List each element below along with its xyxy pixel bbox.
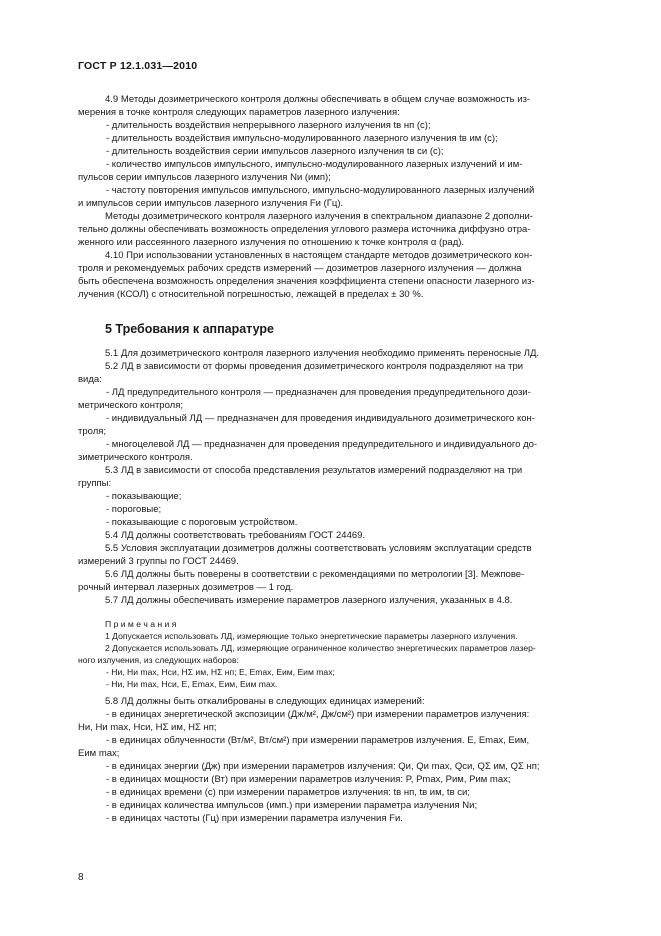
- note-line: 2 Допускается использовать ЛД, измеряющие ограниченное количество энергетических параметров лазер-: [105, 643, 536, 653]
- text-line: - длительность воздействия серии импульсов лазерного излучения tв си (с);: [106, 146, 444, 157]
- text-line: 4.9 Методы дозиметрического контроля должны обеспечивать в общем случае возможность из-: [105, 94, 531, 105]
- text-line: - ЛД предупредительного контроля — предназначен для проведения предупредительного дози-: [106, 387, 531, 398]
- note-line: - Hи, Hи max, Hси, E, Emax, Eим, Eим max.: [106, 679, 278, 689]
- note-line: ного излучения, из следующих наборов:: [78, 655, 239, 665]
- document-header: ГОСТ Р 12.1.031—2010: [78, 60, 198, 72]
- text-line: - в единицах частоты (Гц) при измерении параметра излучения Fи.: [106, 813, 403, 824]
- text-line: - показывающие;: [106, 491, 182, 502]
- note-line: - Hи, Hи max, Hси, HΣ им, HΣ нп; E, Emax, Eим, Eим max;: [106, 667, 335, 677]
- text-line: троля;: [78, 426, 107, 437]
- text-line: женного или рассеянного лазерного излучения по отношению к точке контроля α (рад).: [78, 237, 465, 248]
- text-line: 5.7 ЛД должны обеспечивать измерение параметров лазерного излучения, указанных в 4.8.: [105, 595, 513, 606]
- text-line: 5.4 ЛД должны соответствовать требованиям ГОСТ 24469.: [105, 530, 366, 541]
- text-line: измерений 3 группы по ГОСТ 24469.: [78, 556, 239, 567]
- text-line: - в единицах времени (с) при измерении параметров излучения: tв нп, tв им, tв си;: [106, 787, 470, 798]
- text-line: 5.1 Для дозиметрического контроля лазерного излучения необходимо применять переносные ЛД.: [105, 348, 540, 359]
- text-line: - длительность воздействия непрерывного лазерного излучения tв нп (с);: [106, 120, 431, 131]
- text-line: 5.2 ЛД в зависимости от формы проведения дозиметрического контроля подразделяют на три: [105, 361, 524, 372]
- text-line: метрического контроля;: [78, 400, 183, 411]
- text-line: - пороговые;: [106, 504, 162, 515]
- text-line: 5.3 ЛД в зависимости от способа представления результатов измерений подразделяют на три: [105, 465, 523, 476]
- text-line: 5.6 ЛД должны быть поверены в соответствии с рекомендациями по метрологии [3]. Межпове-: [105, 569, 525, 580]
- text-line: лучения (КСОЛ) с относительной погрешностью, лежащей в пределах ± 30 %.: [78, 289, 424, 300]
- text-line: - длительность воздействия импульсно-модулированного лазерного излучения tв им (с);: [106, 133, 498, 144]
- text-line: Eим max;: [78, 748, 120, 759]
- text-line: - в единицах мощности (Вт) при измерении параметров излучения: P, Pmax, Pим, Pим max;: [106, 774, 511, 785]
- text-line: рочный интервал лазерных дозиметров — 1 год.: [78, 582, 294, 593]
- text-line: группы:: [78, 478, 112, 489]
- text-line: троля и рекомендуемых рабочих средств измерений — дозиметров лазерного излучения — должна: [78, 263, 522, 274]
- text-line: и импульсов серии импульсов лазерного излучения Fи (Гц).: [78, 198, 344, 209]
- text-line: - частоту повторения импульсов импульсного, импульсно-модулированного лазерных излучений: [106, 185, 535, 196]
- text-line: - количество импульсов импульсного, импульсно-модулированного лазерных излучений и им-: [106, 159, 523, 170]
- notes-heading: П р и м е ч а н и я: [105, 619, 177, 629]
- page-number: 8: [78, 872, 84, 883]
- text-line: - в единицах энергетической экспозиции (Дж/м², Дж/см²) при измерении параметров излучения:: [106, 709, 530, 720]
- text-line: Hи, Hи max, Hси, HΣ им, HΣ нп;: [78, 722, 217, 733]
- text-line: 5.5 Условия эксплуатации дозиметров должны соответствовать условиям эксплуатации средств: [105, 543, 532, 554]
- note-line: 1 Допускается использовать ЛД, измеряющие только энергетические параметры лазерного излучения.: [105, 631, 518, 641]
- text-line: - в единицах энергии (Дж) при измерении параметров излучения: Qи, Qи max, Qси, QΣ им, QΣ нп;: [106, 761, 540, 772]
- text-line: - в единицах количества импульсов (имп.) при измерении параметра излучения Nи;: [106, 800, 478, 811]
- text-line: вида:: [78, 374, 102, 385]
- text-line: мерения в точке контроля следующих параметров лазерного излучения:: [78, 107, 400, 118]
- text-line: - индивидуальный ЛД — предназначен для проведения индивидуального дозиметрического кон-: [106, 413, 535, 424]
- text-line: 5.8 ЛД должны быть откалиброваны в следующих единицах измерений:: [105, 696, 425, 707]
- text-line: пульсов серии импульсов лазерного излучения Nи (имп);: [78, 172, 331, 183]
- text-line: быть обеспечена возможность определения значения коэффициента степени опасности лазерного из-: [78, 276, 535, 287]
- text-line: - показывающие с пороговым устройством.: [106, 517, 298, 528]
- section-title: 5 Требования к аппаратуре: [105, 322, 274, 336]
- text-line: Методы дозиметрического контроля лазерного излучения в спектральном диапазоне 2 дополни-: [105, 211, 533, 222]
- text-line: 4.10 При использовании установленных в настоящем стандарте методов дозиметрического кон-: [105, 250, 533, 261]
- text-line: - многоцелевой ЛД — предназначен для проведения предупредительного и индивидуального до-: [106, 439, 538, 450]
- text-line: зиметрического контроля.: [78, 452, 193, 463]
- text-line: - в единицах облученности (Вт/м², Вт/см²) при измерении параметров излучения. E, Emax, Eим,: [106, 735, 530, 746]
- text-line: тельно должны обеспечивать возможность определения углового размера источника диффузно отра-: [78, 224, 531, 235]
